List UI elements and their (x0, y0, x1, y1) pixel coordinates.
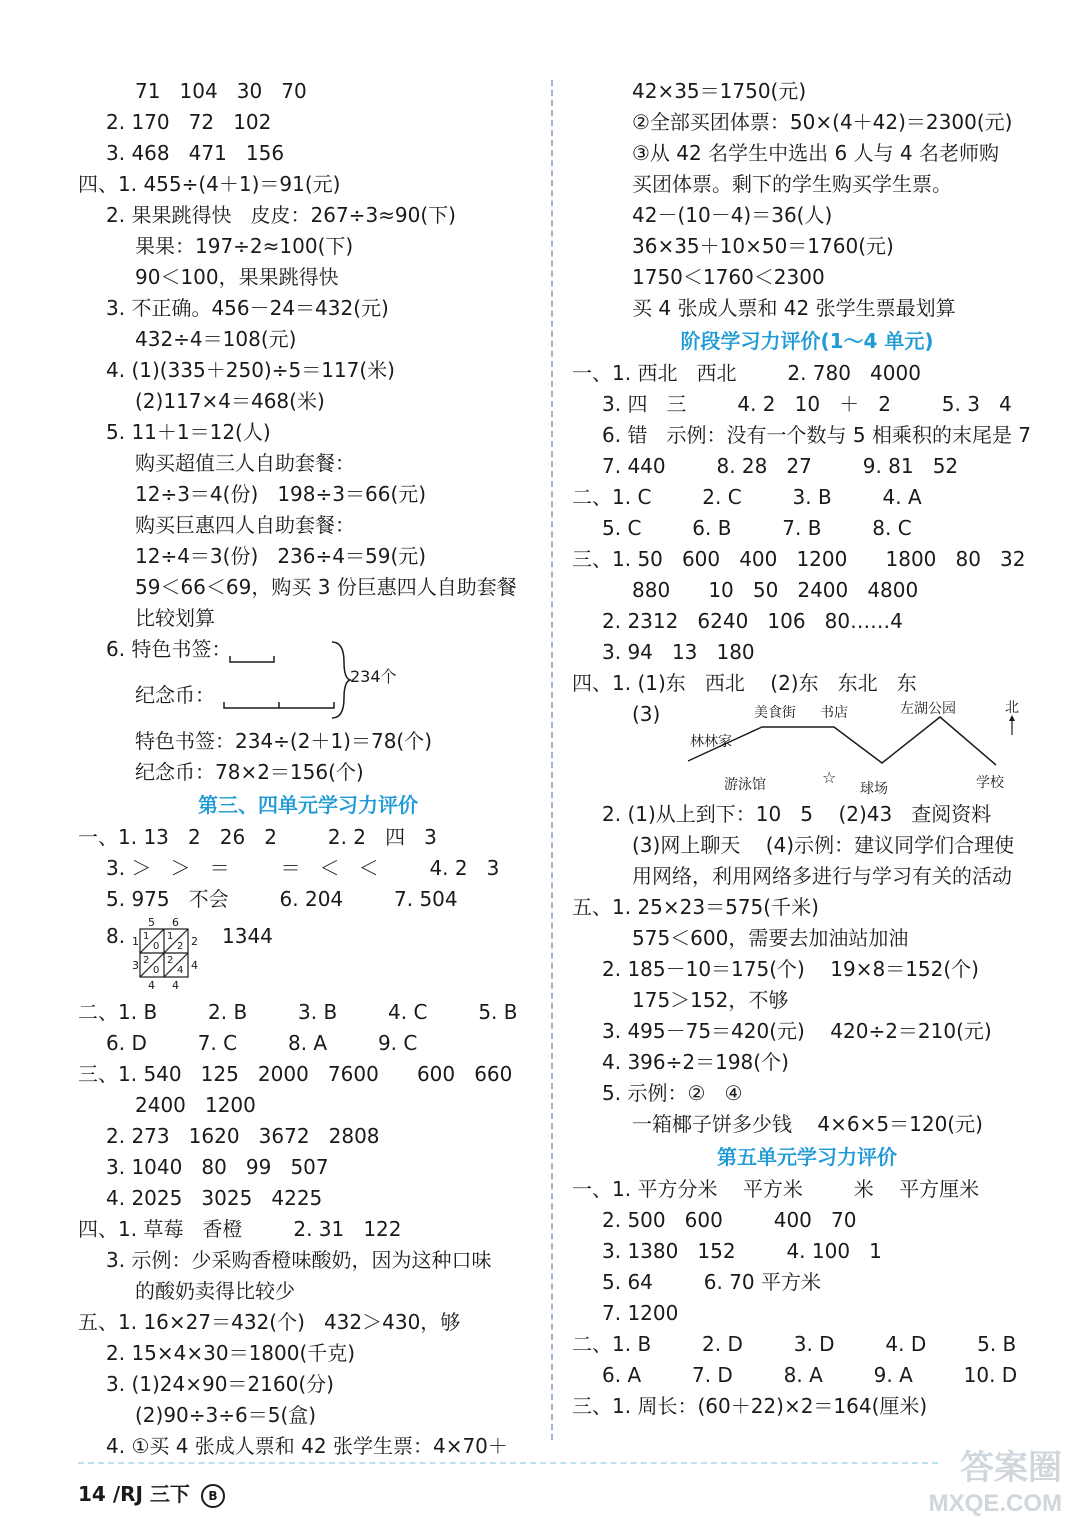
answer-line: 3. ＞ ＞ ＝ ＝ ＜ ＜ 4. 2 3 (106, 856, 500, 880)
lattice-label: 8. (106, 924, 126, 948)
route-map (572, 699, 1042, 799)
answer-line: 买团体票。剩下的学生购买学生票。 (632, 172, 952, 196)
answer-line: 三、1. 540 125 2000 7600 600 660 (78, 1062, 513, 1086)
right-answer-block-4 (572, 1174, 1042, 1422)
answer-line: 6. A 7. D 8. A 9. A 10. D (602, 1363, 1018, 1387)
svg-text:0: 0 (153, 941, 160, 952)
answer-line: 三、1. 50 600 400 1200 1800 80 32 (572, 547, 1026, 571)
place-linlin-home: 林林家 (690, 734, 732, 750)
bookmark-coin-segments (78, 634, 538, 726)
place-zuohu-park: 左湖公园 (900, 701, 956, 717)
answer-line: 575＜600，需要去加油站加油 (632, 926, 909, 950)
svg-text:2: 2 (143, 955, 150, 966)
svg-text:1: 1 (167, 931, 174, 942)
star-icon: ☆ (822, 768, 837, 787)
answer-line: 12÷4＝3(份) 236÷4＝59(元) (135, 544, 427, 568)
answer-line: 五、1. 25×23＝575(千米) (572, 895, 819, 919)
answer-line: 3. 468 471 156 (106, 141, 285, 165)
answer-line: 果果：197÷2≈100(下) (135, 234, 354, 258)
answer-line: 6. D 7. C 8. A 9. C (106, 1031, 418, 1055)
answer-line: 购买巨惠四人自助套餐： (135, 513, 355, 537)
answer-line: 特色书签：234÷(2＋1)＝78(个) (135, 729, 433, 753)
answer-line: 7. 440 8. 28 27 9. 81 52 (602, 454, 959, 478)
svg-text:0: 0 (153, 965, 160, 976)
answer-line: 二、1. B 2. B 3. B 4. C 5. B (78, 1000, 518, 1024)
edition-seal: B (201, 1484, 225, 1508)
answer-line: 5. 示例：② ④ (602, 1081, 743, 1105)
answer-line: 1750＜1760＜2300 (632, 265, 825, 289)
answer-line: 买 4 张成人票和 42 张学生票最划算 (632, 296, 956, 320)
answer-line: 6. 错 示例：没有一个数与 5 相乘积的末尾是 7 (602, 423, 1032, 447)
answer-line: (2)117×4＝468(米) (135, 389, 325, 413)
answer-line: 7. 1200 (602, 1301, 679, 1325)
answer-line: 4. 396÷2＝198(个) (602, 1050, 789, 1074)
answer-line: 一箱椰子饼多少钱 4×6×5＝120(元) (632, 1112, 983, 1136)
answer-line: 432÷4＝108(元) (135, 327, 297, 351)
answer-line: 59＜66＜69，购买 3 份巨惠四人自助套餐 (135, 575, 517, 599)
answer-line: 2. 273 1620 3672 2808 (106, 1124, 380, 1148)
answer-line: 880 10 50 2400 4800 (632, 578, 919, 602)
answer-line: ③从 42 名学生中选出 6 人与 4 名老师购 (632, 141, 999, 165)
bookmark-coin-diagram (78, 634, 538, 726)
answer-line: 2. (1)从上到下：10 5 (2)43 查阅资料 (602, 802, 992, 826)
answer-line: 一、1. 13 2 26 2 2. 2 四 3 (78, 825, 437, 849)
answer-line: 5. C 6. B 7. B 8. C (602, 516, 912, 540)
answer-line: 2400 1200 (135, 1093, 256, 1117)
answer-line: 用网络，利用网络多进行与学习有关的活动 (632, 864, 1012, 888)
column-divider (551, 80, 553, 1440)
watermark-line-1: 答案圈 (960, 1449, 1062, 1487)
answer-line: 4. ①买 4 张成人票和 42 张学生票：4×70＋ (106, 1434, 508, 1458)
answer-line: 3. (1)24×90＝2160(分) (106, 1372, 334, 1396)
page-number: 14 (78, 1482, 106, 1506)
lattice-top-1: 5 (148, 916, 155, 929)
page-footer (0, 1449, 1074, 1536)
answer-line: (2)90÷3÷6＝5(盒) (135, 1403, 317, 1427)
lattice-result: 1344 (222, 924, 273, 948)
place-bookstore: 书店 (820, 705, 848, 721)
answer-line: 二、1. C 2. C 3. B 4. A (572, 485, 922, 509)
answer-line: 的酸奶卖得比较少 (135, 1279, 295, 1303)
right-answer-block-2 (572, 358, 1042, 699)
answer-line: 2. 185－10＝175(个) 19×8＝152(个) (602, 957, 979, 981)
route-map-svg (572, 699, 1042, 799)
bookmark-label: 6. 特色书签： (106, 637, 232, 661)
answer-line: 4. (1)(335＋250)÷5＝117(米) (106, 358, 395, 382)
footer-divider (78, 1462, 938, 1464)
answer-line: 3. 94 13 180 (602, 640, 755, 664)
lattice-right-2: 4 (191, 959, 198, 972)
answer-line: 71 104 30 70 (135, 79, 307, 103)
answer-line: 纪念币：78×2＝156(个) (135, 760, 364, 784)
left-answer-block-4 (78, 997, 538, 1462)
lattice-grid (78, 915, 218, 997)
answer-line: 2. 2312 6240 106 80……4 (602, 609, 903, 633)
answer-line: ②全部买团体票：50×(4＋42)＝2300(元) (632, 110, 1013, 134)
right-answer-block-1 (572, 76, 1042, 324)
watermark (882, 1450, 1062, 1530)
answer-line: 比较划算 (135, 606, 215, 630)
lattice-bottom-1: 4 (148, 979, 155, 992)
lattice-right-1: 2 (191, 935, 198, 948)
answer-line: 3. 495－75＝420(元) 420÷2＝210(元) (602, 1019, 992, 1043)
answer-line: 42×35＝1750(元) (632, 79, 807, 103)
answer-line: 3. 四 三 4. 2 10 ＋ 2 5. 3 4 (602, 392, 1012, 416)
answer-line: (3)网上聊天 (4)示例：建议同学们合理使 (632, 833, 1015, 857)
answer-line: 二、1. B 2. D 3. D 4. D 5. B (572, 1332, 1017, 1356)
answer-line: 36×35＋10×50＝1760(元) (632, 234, 894, 258)
answer-line: 2. 500 600 400 70 (602, 1208, 857, 1232)
svg-text:2: 2 (167, 955, 174, 966)
svg-text:4: 4 (177, 965, 184, 976)
footer-page-info (78, 1478, 225, 1508)
answer-line: 3. 不正确。456－24＝432(元) (106, 296, 389, 320)
right-answer-block-3 (572, 799, 1042, 1140)
answer-line: 2. 15×4×30＝1800(千克) (106, 1341, 356, 1365)
place-swimming-pool: 游泳馆 (724, 777, 766, 793)
place-food-street: 美食街 (754, 705, 796, 721)
book-label: /RJ 三下 (112, 1482, 190, 1506)
answer-line: 五、1. 16×27＝432(个) 432＞430，够 (78, 1310, 461, 1334)
left-answer-block-2 (78, 726, 538, 788)
lattice-top-2: 6 (172, 916, 179, 929)
left-column (78, 76, 538, 1462)
answer-line: 四、1. 草莓 香橙 2. 31 122 (78, 1217, 402, 1241)
answer-line: 四、1. (1)东 西北 (2)东 东北 东 (572, 671, 917, 695)
coin-label: 纪念币： (135, 683, 215, 707)
left-answer-block-3 (78, 822, 538, 915)
answer-line: 12÷3＝4(份) 198÷3＝66(元) (135, 482, 427, 506)
svg-text:2: 2 (177, 941, 184, 952)
section-heading-unit-5: 第五单元学习力评价 (717, 1145, 897, 1169)
north-indicator: 北 (1005, 700, 1019, 716)
answer-line: 3. 1380 152 4. 100 1 (602, 1239, 882, 1263)
answer-line: 2. 170 72 102 (106, 110, 272, 134)
answer-line: 一、1. 平方分米 平方米 米 平方厘米 (572, 1177, 980, 1201)
right-column (572, 76, 1042, 1422)
answer-line: 3. 1040 80 99 507 (106, 1155, 329, 1179)
section-heading-unit-3-4: 第三、四单元学习力评价 (198, 793, 418, 817)
lattice-bottom-2: 4 (172, 979, 179, 992)
answer-line: 2. 果果跳得快 皮皮：267÷3≈90(下) (106, 203, 456, 227)
answer-line: 175＞152，不够 (632, 988, 789, 1012)
lattice-multiplication (78, 915, 538, 997)
section-heading-stage-1-4: 阶段学习力评价(1～4 单元) (680, 329, 934, 353)
total-label: 234个 (350, 667, 397, 686)
place-school: 学校 (976, 775, 1004, 791)
answer-line: 5. 11＋1＝12(人) (106, 420, 271, 444)
answer-line: 四、1. 455÷(4＋1)＝91(元) (78, 172, 341, 196)
svg-text:1: 1 (143, 931, 150, 942)
answer-line: 三、1. 周长：(60＋22)×2＝164(厘米) (572, 1394, 928, 1418)
route-map-label: (3) (632, 702, 661, 726)
lattice-left-1: 1 (132, 935, 139, 948)
answer-line: 42－(10－4)＝36(人) (632, 203, 833, 227)
answer-line: 一、1. 西北 西北 2. 780 4000 (572, 361, 921, 385)
watermark-line-2: MXQE.COM (928, 1490, 1062, 1517)
answer-line: 3. 示例：少采购香橙味酸奶，因为这种口味 (106, 1248, 492, 1272)
answer-line: 5. 975 不会 6. 204 7. 504 (106, 887, 458, 911)
left-answer-block-1 (78, 76, 538, 634)
answer-line: 90＜100，果果跳得快 (135, 265, 339, 289)
answer-line: 4. 2025 3025 4225 (106, 1186, 323, 1210)
lattice-left-2: 3 (132, 959, 139, 972)
answer-line: 购买超值三人自助套餐： (135, 451, 355, 475)
answer-line: 5. 64 6. 70 平方米 (602, 1270, 821, 1294)
place-ball-field: 球场 (860, 781, 888, 797)
